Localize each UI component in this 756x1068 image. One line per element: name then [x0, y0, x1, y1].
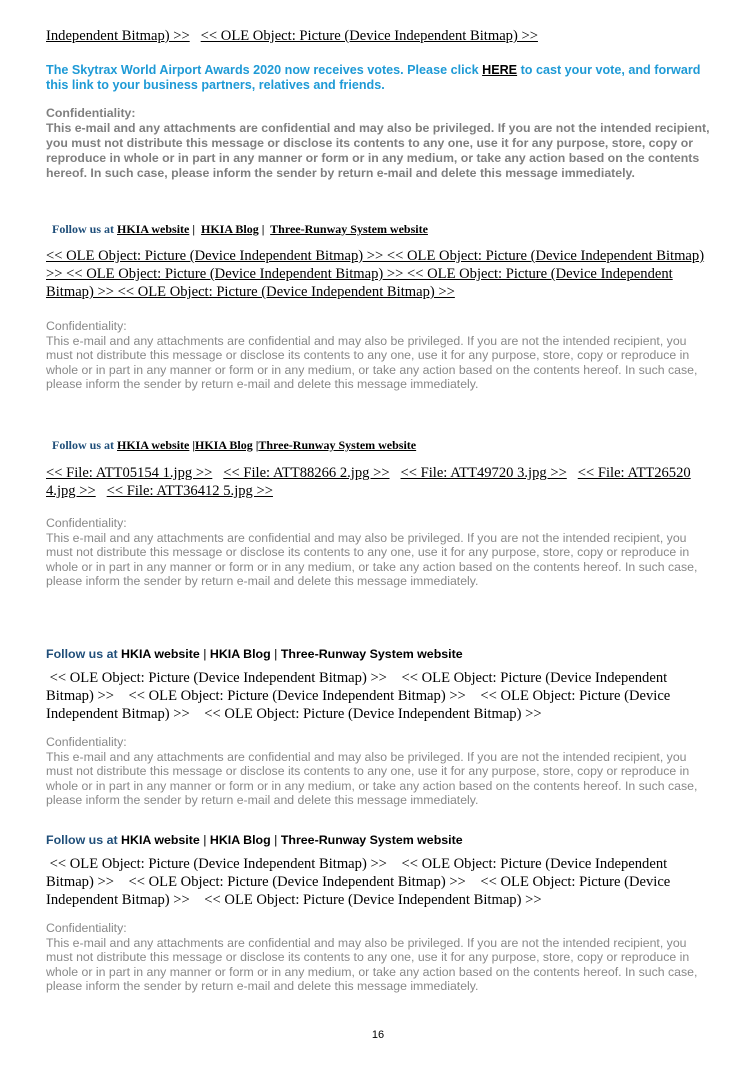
file-attachment-link[interactable]: << File: ATT05154 1.jpg >>	[46, 465, 213, 481]
page-number: 16	[371, 1029, 385, 1041]
attachments-block	[46, 464, 712, 500]
follow-prefix: Follow us at	[46, 833, 122, 847]
hkia-website-link[interactable]: HKIA website	[117, 222, 190, 236]
ole-object-text: << OLE Object: Picture (Device Independent Bitmap) >> << OLE Object: Picture (Device Independent Bitmap) >> << OLE Object: Picture (Device Independent Bitmap) >> << OLE Object: Picture (Device Independent Bitmap) >> << OLE Object: Picture (Device Independent Bitmap) >>	[46, 670, 674, 722]
three-runway-link[interactable]: Three-Runway System website	[280, 833, 463, 847]
confidentiality-title: Confidentiality:	[46, 921, 127, 935]
hkia-website-link[interactable]: HKIA website	[121, 833, 200, 847]
file-attachment-link[interactable]: << File: ATT36412 5.jpg >>	[106, 483, 273, 499]
hkia-website-link[interactable]: HKIA website	[121, 647, 200, 661]
separator: |	[192, 222, 196, 236]
confidentiality-notice	[46, 319, 712, 392]
ole-object-text: << OLE Object: Picture (Device Independent Bitmap) >> << OLE Object: Picture (Device Independent Bitmap) >> << OLE Object: Picture (Device Independent Bitmap) >> << OLE Object: Picture (Device Independent Bitmap) >> << OLE Object: Picture (Device Independent Bitmap) >>	[46, 856, 674, 908]
confidentiality-title: Confidentiality:	[46, 735, 127, 749]
follow-prefix: Follow us at	[46, 647, 122, 661]
three-runway-link[interactable]: Three-Runway System website	[270, 222, 428, 236]
follow-us-line	[52, 438, 718, 453]
separator: |	[261, 222, 265, 236]
confidentiality-title: Confidentiality:	[46, 319, 127, 333]
ole-object-link[interactable]: << OLE Object: Picture (Device Independent Bitmap) >>	[200, 28, 538, 44]
vote-text-after: to cast your vote, and forward this link to your business partners, relatives and friends.	[46, 63, 701, 92]
three-runway-link[interactable]: Three-Runway System website	[280, 647, 463, 661]
confidentiality-title: Confidentiality:	[46, 516, 127, 530]
three-runway-link[interactable]: Three-Runway System website	[258, 438, 417, 452]
hkia-blog-link[interactable]: HKIA Blog	[209, 833, 271, 847]
follow-prefix: Follow us at	[52, 438, 118, 452]
separator: |	[255, 438, 259, 452]
file-attachment-link[interactable]: << File: ATT49720 3.jpg >>	[400, 465, 567, 481]
vote-here-link[interactable]: HERE	[482, 63, 518, 77]
follow-prefix: Follow us at	[52, 222, 118, 236]
confidentiality-body: This e-mail and any attachments are confidential and may also be privileged. If you are not the intended recipient, you must not distribute this message or disclose its contents to any one, use it for any purpose, store, copy or reproduce in whole or in part in any manner or form or in any medium, or take any action based on the contents hereof. In such case, please inform the sender by return e-mail and delete this message immediately.	[46, 935, 698, 994]
separator: |	[203, 833, 207, 847]
hkia-blog-link[interactable]: HKIA Blog	[209, 647, 271, 661]
confidentiality-notice	[46, 735, 712, 808]
ole-objects-block	[46, 669, 712, 723]
ole-continuation-line	[46, 27, 712, 45]
file-attachment-link[interactable]: << File: ATT26520 4.jpg >>	[46, 465, 691, 499]
vote-text-before: The Skytrax World Airport Awards 2020 now receives votes. Please click	[46, 63, 483, 77]
separator: |	[192, 438, 196, 452]
confidentiality-notice-bold	[46, 106, 712, 181]
confidentiality-notice	[46, 516, 712, 589]
confidentiality-body: This e-mail and any attachments are confidential and may also be privileged. If you are not the intended recipient, you must not distribute this message or disclose its contents to any one, use it for any purpose, store, copy or reproduce in whole or in part in any manner or form or in any medium, or take any action based on the contents hereof. In such case, please inform the sender by return e-mail and delete this message immediately.	[46, 333, 698, 392]
vote-paragraph	[46, 63, 712, 93]
ole-object-link[interactable]: Independent Bitmap) >>	[46, 28, 190, 44]
follow-us-line	[46, 833, 712, 847]
hkia-blog-link[interactable]: HKIA Blog	[195, 438, 253, 452]
file-attachment-link[interactable]: << File: ATT88266 2.jpg >>	[223, 465, 390, 481]
confidentiality-body: This e-mail and any attachments are confidential and may also be privileged. If you are not the intended recipient, you must not distribute this message or disclose its contents to any one, use it for any purpose, store, copy or reproduce in whole or in part in any manner or form or in any medium, or take any action based on the contents hereof. In such case, please inform the sender by return e-mail and delete this message immediately.	[46, 121, 710, 180]
confidentiality-title: Confidentiality:	[46, 106, 136, 120]
confidentiality-notice	[46, 921, 712, 994]
separator: |	[203, 647, 207, 661]
hkia-blog-link[interactable]: HKIA Blog	[201, 222, 259, 236]
ole-objects-block	[46, 247, 712, 301]
follow-us-line	[52, 222, 718, 237]
confidentiality-body: This e-mail and any attachments are confidential and may also be privileged. If you are not the intended recipient, you must not distribute this message or disclose its contents to any one, use it for any purpose, store, copy or reproduce in whole or in part in any manner or form or in any medium, or take any action based on the contents hereof. In such case, please inform the sender by return e-mail and delete this message immediately.	[46, 749, 698, 808]
hkia-website-link[interactable]: HKIA website	[117, 438, 190, 452]
confidentiality-body: This e-mail and any attachments are confidential and may also be privileged. If you are not the intended recipient, you must not distribute this message or disclose its contents to any one, use it for any purpose, store, copy or reproduce in whole or in part in any manner or form or in any medium, or take any action based on the contents hereof. In such case, please inform the sender by return e-mail and delete this message immediately.	[46, 530, 698, 589]
follow-us-line	[46, 647, 712, 661]
ole-objects-block	[46, 855, 712, 909]
ole-object-links[interactable]: << OLE Object: Picture (Device Independent Bitmap) >> << OLE Object: Picture (Device Independent Bitmap) >> << OLE Object: Picture (Device Independent Bitmap) >> << OLE Object: Picture (Device Independent Bitmap) >> << OLE Object: Picture (Device Independent Bitmap) >>	[46, 248, 705, 300]
separator: |	[274, 647, 278, 661]
separator: |	[274, 833, 278, 847]
